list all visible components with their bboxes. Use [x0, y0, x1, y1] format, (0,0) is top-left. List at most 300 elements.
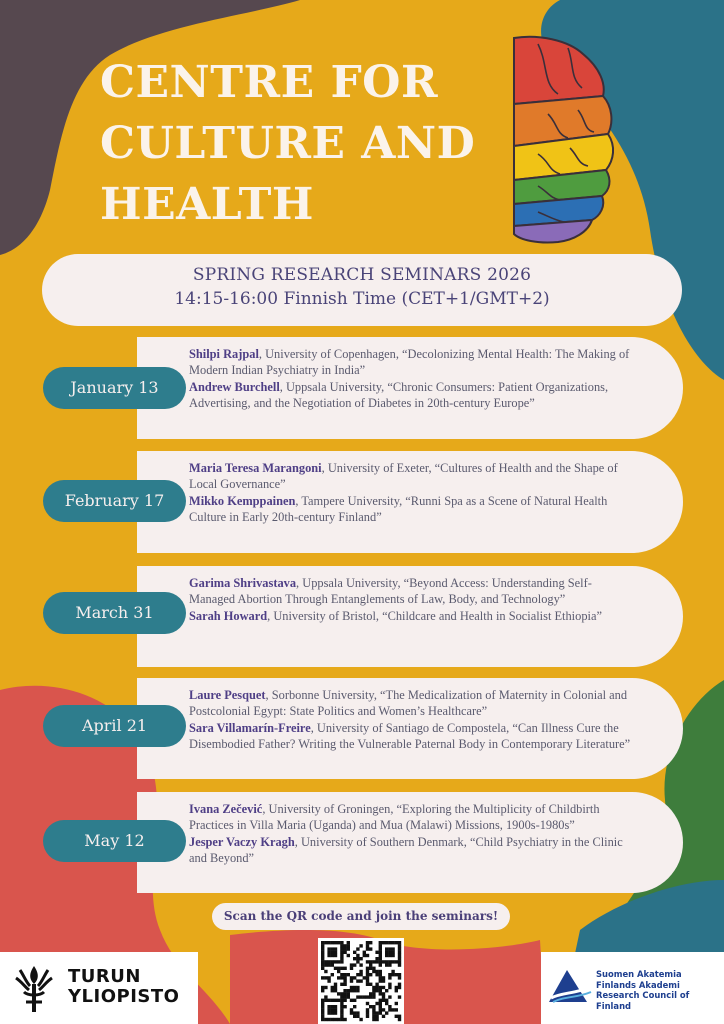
qr-module: [385, 963, 388, 966]
qr-module: [398, 951, 401, 954]
qr-module: [369, 973, 372, 976]
qr-module: [398, 941, 401, 944]
qr-module: [375, 989, 378, 992]
qr-module: [327, 960, 330, 963]
qr-module: [382, 1015, 385, 1018]
qr-module: [369, 995, 372, 998]
qr-module: [366, 995, 369, 998]
qr-module: [375, 983, 378, 986]
seminar-header: [42, 254, 682, 326]
qr-module: [321, 957, 324, 960]
academy-logo-line: Finlands Akademi: [596, 979, 680, 990]
qr-module: [321, 1011, 324, 1014]
qr-module: [379, 963, 382, 966]
qr-module: [331, 989, 334, 992]
qr-module: [324, 986, 327, 989]
qr-module: [372, 995, 375, 998]
qr-module: [372, 1008, 375, 1011]
qr-module: [331, 960, 334, 963]
qr-module: [391, 973, 394, 976]
qr-module: [353, 989, 356, 992]
qr-module: [379, 954, 382, 957]
seminar-time: 14:15-16:00 Finnish Time (CET+1/GMT+2): [174, 289, 550, 309]
speaker-name: Sarah Howard: [189, 608, 268, 623]
qr-call-to-action: Scan the QR code and join the seminars!: [212, 903, 510, 930]
qr-module: [385, 954, 388, 957]
qr-module: [385, 941, 388, 944]
qr-module: [388, 947, 391, 950]
qr-module: [347, 954, 350, 957]
qr-module: [321, 1005, 324, 1008]
qr-module: [395, 941, 398, 944]
seminar-card: [137, 337, 683, 439]
qr-module: [391, 970, 394, 973]
speaker-name: Ivana Zečević: [189, 802, 263, 816]
qr-module: [398, 957, 401, 960]
qr-module: [343, 979, 346, 982]
qr-module: [347, 973, 350, 976]
qr-module: [379, 951, 382, 954]
qr-module: [334, 1011, 337, 1014]
qr-module: [337, 992, 340, 995]
qr-module: [324, 970, 327, 973]
qr-module: [343, 1018, 346, 1021]
qr-module: [369, 963, 372, 966]
qr-module: [334, 954, 337, 957]
qr-module: [331, 951, 334, 954]
qr-module: [327, 941, 330, 944]
qr-module: [372, 992, 375, 995]
qr-module: [343, 951, 346, 954]
turku-logo-text: [68, 967, 179, 1007]
qr-module: [385, 989, 388, 992]
qr-module: [327, 963, 330, 966]
qr-module: [356, 960, 359, 963]
qr-module: [375, 960, 378, 963]
qr-module: [359, 957, 362, 960]
qr-module: [388, 1008, 391, 1011]
qr-module: [379, 947, 382, 950]
qr-module: [340, 947, 343, 950]
qr-module: [379, 992, 382, 995]
talk: [189, 801, 633, 834]
qr-module: [388, 954, 391, 957]
qr-module: [340, 1015, 343, 1018]
qr-module: [331, 1008, 334, 1011]
qr-module: [398, 1018, 401, 1021]
brain-illustration: [508, 34, 620, 246]
qr-module: [366, 979, 369, 982]
qr-module: [350, 979, 353, 982]
qr-code[interactable]: [318, 938, 404, 1024]
qr-module: [350, 1008, 353, 1011]
talk-details: , University of Southern Denmark, “Child Psychiatry in the Clinic and Beyond”: [189, 834, 623, 865]
qr-module: [350, 1011, 353, 1014]
qr-module: [350, 963, 353, 966]
qr-module: [398, 986, 401, 989]
qr-module: [366, 970, 369, 973]
qr-module: [391, 1008, 394, 1011]
qr-module: [343, 992, 346, 995]
talk-details: , University of Groningen, “Exploring the Multiplicity of Childbirth Practices in Villa Maria (Uganda) and Mua (Malawi) Missions, 1900s-1980s”: [189, 802, 600, 833]
qr-module: [340, 1018, 343, 1021]
qr-module: [372, 1005, 375, 1008]
seminar-card: [137, 566, 683, 667]
qr-module: [334, 1018, 337, 1021]
qr-module: [337, 970, 340, 973]
turku-logo-line: TURUN: [68, 966, 141, 987]
qr-module: [321, 999, 324, 1002]
qr-module: [343, 976, 346, 979]
speaker-name: Laure Pesquet: [189, 688, 266, 702]
qr-module: [395, 1008, 398, 1011]
qr-module: [379, 979, 382, 982]
turku-logo-line: YLIOPISTO: [68, 986, 180, 1007]
qr-module: [398, 954, 401, 957]
qr-module: [343, 967, 346, 970]
qr-module: [340, 1002, 343, 1005]
qr-module: [385, 951, 388, 954]
brain-red-lobe: [514, 37, 604, 104]
qr-module: [337, 1018, 340, 1021]
qr-module: [350, 976, 353, 979]
qr-module: [343, 995, 346, 998]
qr-module: [356, 973, 359, 976]
academy-logo-line: Research Council of Finland: [596, 990, 690, 1011]
qr-module: [359, 1018, 362, 1021]
qr-module: [327, 999, 330, 1002]
qr-module: [340, 983, 343, 986]
talk: [189, 687, 633, 720]
qr-module: [379, 941, 382, 944]
qr-module: [388, 951, 391, 954]
qr-module: [334, 947, 337, 950]
qr-module: [398, 944, 401, 947]
qr-module: [382, 941, 385, 944]
qr-module: [388, 963, 391, 966]
qr-module: [324, 960, 327, 963]
qr-module: [347, 995, 350, 998]
qr-module: [347, 941, 350, 944]
qr-module: [363, 976, 366, 979]
qr-module: [388, 995, 391, 998]
qr-module: [340, 992, 343, 995]
qr-module: [340, 1008, 343, 1011]
date-badge: April 21: [43, 705, 186, 747]
qr-module: [343, 973, 346, 976]
qr-module: [375, 973, 378, 976]
qr-module: [350, 999, 353, 1002]
date-badge: February 17: [43, 480, 186, 522]
qr-module: [321, 960, 324, 963]
qr-module: [375, 1002, 378, 1005]
qr-module: [372, 1018, 375, 1021]
seminar-series-title: SPRING RESEARCH SEMINARS 2026: [192, 265, 532, 285]
qr-module: [353, 999, 356, 1002]
speaker-name: Sara Villamarín-Freire: [189, 720, 311, 735]
qr-module: [388, 941, 391, 944]
qr-module: [379, 1008, 382, 1011]
qr-module: [379, 999, 382, 1002]
qr-module: [372, 1011, 375, 1014]
qr-module: [359, 973, 362, 976]
qr-module: [337, 941, 340, 944]
qr-module: [391, 941, 394, 944]
qr-module: [366, 1008, 369, 1011]
qr-module: [382, 1008, 385, 1011]
qr-module: [388, 973, 391, 976]
qr-module: [340, 957, 343, 960]
speaker-name: Garima Shrivastava: [189, 576, 297, 590]
qr-module: [321, 967, 324, 970]
qr-module: [350, 989, 353, 992]
qr-module: [321, 941, 324, 944]
qr-module: [343, 944, 346, 947]
qr-module: [366, 973, 369, 976]
academy-logo-line: Suomen Akatemia: [596, 969, 682, 979]
qr-module: [334, 1005, 337, 1008]
qr-module: [391, 947, 394, 950]
qr-module: [379, 989, 382, 992]
qr-module: [379, 960, 382, 963]
qr-module: [353, 976, 356, 979]
qr-module: [375, 951, 378, 954]
qr-module: [388, 960, 391, 963]
qr-module: [347, 947, 350, 950]
qr-module: [343, 989, 346, 992]
seminar-card: [137, 678, 683, 779]
qr-module: [356, 954, 359, 957]
qr-module: [382, 979, 385, 982]
seminar-card: [137, 451, 683, 553]
qr-module: [340, 944, 343, 947]
qr-module: [379, 1005, 382, 1008]
qr-module: [366, 1011, 369, 1014]
date-badge: May 12: [43, 820, 186, 862]
qr-module: [334, 986, 337, 989]
qr-module: [359, 979, 362, 982]
qr-module: [353, 1015, 356, 1018]
qr-module: [331, 1018, 334, 1021]
qr-module: [395, 973, 398, 976]
talk: [189, 575, 633, 608]
qr-module: [324, 963, 327, 966]
qr-module: [379, 957, 382, 960]
qr-module: [372, 967, 375, 970]
speaker-name: Maria Teresa Marangoni: [189, 461, 322, 475]
qr-module: [356, 995, 359, 998]
speaker-name: Mikko Kemppainen: [189, 493, 296, 508]
qr-module: [327, 951, 330, 954]
qr-module: [321, 976, 324, 979]
qr-module: [353, 986, 356, 989]
qr-module: [391, 960, 394, 963]
qr-module: [398, 1015, 401, 1018]
qr-module: [324, 999, 327, 1002]
qr-module: [321, 989, 324, 992]
qr-module: [327, 1008, 330, 1011]
qr-module: [350, 986, 353, 989]
qr-module: [395, 1015, 398, 1018]
qr-module: [366, 947, 369, 950]
qr-module: [369, 941, 372, 944]
qr-module: [340, 995, 343, 998]
qr-module: [334, 989, 337, 992]
qr-module: [369, 992, 372, 995]
qr-module: [321, 954, 324, 957]
talk-details: , University of Bristol, “Childcare and Health in Socialist Ethiopia”: [267, 608, 602, 623]
qr-module: [331, 947, 334, 950]
qr-module: [391, 954, 394, 957]
qr-module: [356, 1011, 359, 1014]
qr-module: [331, 973, 334, 976]
talk: [189, 346, 633, 379]
qr-module: [359, 963, 362, 966]
qr-module: [353, 1011, 356, 1014]
qr-module: [372, 989, 375, 992]
qr-module: [382, 992, 385, 995]
qr-module: [331, 986, 334, 989]
qr-module: [398, 973, 401, 976]
qr-module: [334, 967, 337, 970]
talk-details: , University of Copenhagen, “Decolonizing Mental Health: The Making of Modern Indian Psychiatry in India”: [189, 347, 630, 378]
qr-module: [398, 976, 401, 979]
qr-module: [324, 995, 327, 998]
qr-module: [343, 1005, 346, 1008]
qr-module: [372, 960, 375, 963]
talk: [189, 379, 633, 412]
qr-module: [366, 960, 369, 963]
qr-module: [327, 1011, 330, 1014]
qr-module: [356, 979, 359, 982]
qr-module: [327, 979, 330, 982]
qr-module: [363, 954, 366, 957]
qr-code-pattern: [318, 938, 404, 1024]
qr-module: [385, 999, 388, 1002]
qr-module: [321, 963, 324, 966]
qr-module: [379, 1011, 382, 1014]
qr-module: [321, 986, 324, 989]
qr-module: [331, 954, 334, 957]
qr-module: [321, 1018, 324, 1021]
qr-module: [398, 963, 401, 966]
qr-module: [375, 1015, 378, 1018]
qr-module: [366, 1015, 369, 1018]
qr-module: [353, 1005, 356, 1008]
qr-module: [388, 1005, 391, 1008]
qr-module: [340, 951, 343, 954]
qr-module: [321, 944, 324, 947]
qr-module: [331, 941, 334, 944]
talk-details: , Tampere University, “Runni Spa as a Scene of Natural Health Culture in Early 20th-century Finland”: [189, 493, 608, 524]
speaker-name: Shilpi Rajpal: [189, 347, 259, 361]
qr-module: [321, 1002, 324, 1005]
qr-module: [347, 944, 350, 947]
qr-module: [395, 989, 398, 992]
title-line: CENTRE FOR: [100, 57, 439, 108]
date-badge: March 31: [43, 592, 186, 634]
qr-module: [347, 989, 350, 992]
qr-module: [340, 954, 343, 957]
qr-module: [331, 963, 334, 966]
qr-module: [379, 973, 382, 976]
qr-module: [334, 951, 337, 954]
qr-module: [343, 983, 346, 986]
qr-module: [324, 976, 327, 979]
qr-module: [382, 986, 385, 989]
qr-module: [366, 983, 369, 986]
qr-module: [327, 1005, 330, 1008]
seminar-card: [137, 792, 683, 893]
qr-module: [356, 986, 359, 989]
talk-details: , University of Exeter, “Cultures of Health and the Shape of Local Governance”: [189, 461, 618, 492]
qr-module: [331, 999, 334, 1002]
speaker-name: Andrew Burchell: [189, 379, 280, 394]
qr-module: [366, 976, 369, 979]
talk: [189, 720, 633, 753]
qr-module: [340, 973, 343, 976]
qr-module: [334, 999, 337, 1002]
qr-module: [353, 963, 356, 966]
title-line: CULTURE AND: [100, 118, 476, 169]
qr-module: [356, 1015, 359, 1018]
qr-module: [356, 989, 359, 992]
qr-module: [340, 999, 343, 1002]
talk-details: , Uppsala University, “Chronic Consumers: Patient Organizations, Advertising, and the Negotiation of Diabetes in 20th-century Europe”: [189, 379, 609, 410]
talk-details: , Uppsala University, “Beyond Access: Understanding Self-Managed Abortion Through Entanglements of Law, Body, and Technology”: [189, 576, 592, 607]
qr-module: [366, 1002, 369, 1005]
qr-module: [385, 1002, 388, 1005]
qr-module: [359, 944, 362, 947]
qr-module: [334, 941, 337, 944]
qr-module: [395, 1002, 398, 1005]
qr-module: [369, 1005, 372, 1008]
qr-module: [385, 1011, 388, 1014]
qr-module: [375, 1018, 378, 1021]
qr-module: [334, 1008, 337, 1011]
qr-module: [356, 947, 359, 950]
qr-module: [337, 999, 340, 1002]
qr-module: [340, 976, 343, 979]
qr-module: [340, 967, 343, 970]
qr-module: [379, 970, 382, 973]
qr-module: [369, 960, 372, 963]
qr-module: [321, 947, 324, 950]
qr-module: [391, 951, 394, 954]
talk-details: , University of Santiago de Compostela, “Can Illness Cure the Disembodied Father? Writing the Vulnerable Paternal Body in Contemporary Literature”: [189, 720, 631, 751]
qr-module: [375, 986, 378, 989]
qr-module: [327, 1018, 330, 1021]
qr-module: [327, 976, 330, 979]
qr-module: [395, 960, 398, 963]
talk: [189, 834, 633, 867]
qr-module: [337, 976, 340, 979]
qr-module: [369, 983, 372, 986]
qr-module: [343, 999, 346, 1002]
qr-module: [382, 995, 385, 998]
qr-module: [366, 967, 369, 970]
qr-module: [340, 941, 343, 944]
qr-module: [382, 960, 385, 963]
qr-module: [375, 1011, 378, 1014]
qr-module: [350, 967, 353, 970]
qr-module: [353, 951, 356, 954]
qr-module: [388, 976, 391, 979]
qr-module: [379, 944, 382, 947]
qr-module: [388, 986, 391, 989]
qr-module: [375, 957, 378, 960]
qr-module: [321, 951, 324, 954]
